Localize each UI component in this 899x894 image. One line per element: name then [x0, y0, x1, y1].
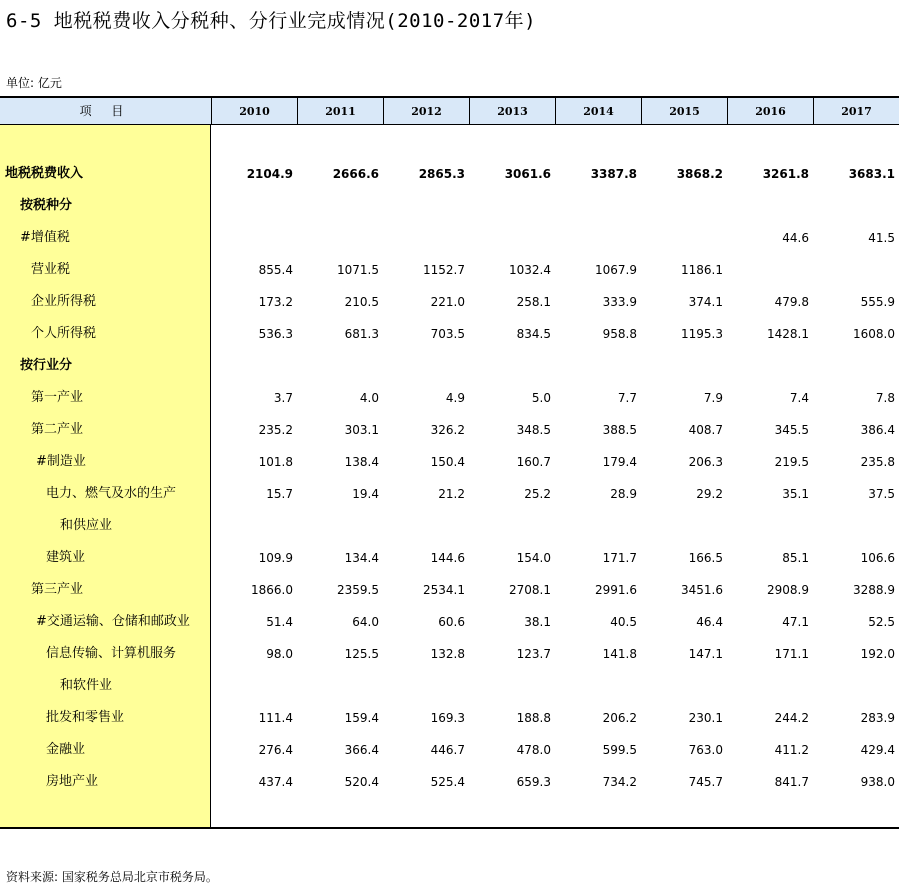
header-year: 2015: [641, 98, 727, 125]
cell-value: [643, 510, 723, 542]
row-label: 营业税: [31, 262, 71, 277]
header-year: 2016: [727, 98, 813, 125]
cell-value: 106.6: [860, 551, 895, 565]
row-label: 个人所得税: [31, 326, 97, 341]
cell-value: 2908.9: [767, 583, 809, 597]
cell-value: [815, 350, 895, 382]
table-row: [0, 574, 899, 606]
cell-value: 3868.2: [676, 167, 723, 181]
cell-value: [385, 222, 465, 254]
cell-value: 283.9: [860, 711, 895, 725]
cell-value: 703.5: [430, 327, 465, 341]
header-year: 2012: [383, 98, 469, 125]
cell-value: 159.4: [344, 711, 379, 725]
cell-value: 258.1: [516, 295, 551, 309]
cell-value: 478.0: [516, 743, 551, 757]
cell-value: 132.8: [430, 647, 465, 661]
cell-value: 15.7: [266, 487, 293, 501]
table-row: [0, 254, 899, 286]
cell-value: 345.5: [774, 423, 809, 437]
cell-value: 659.3: [516, 775, 551, 789]
cell-value: [385, 350, 465, 382]
row-label: 第三产业: [31, 582, 84, 597]
cell-value: 35.1: [782, 487, 809, 501]
row-label: 和软件业: [60, 678, 113, 693]
cell-value: 154.0: [516, 551, 551, 565]
cell-value: 5.0: [531, 391, 551, 405]
cell-value: [729, 254, 809, 286]
cell-value: 221.0: [430, 295, 465, 309]
cell-value: [557, 350, 637, 382]
cell-value: 235.8: [860, 455, 895, 469]
cell-value: 1608.0: [853, 327, 895, 341]
header-item: 项 目: [79, 104, 132, 118]
table-header: [0, 96, 899, 125]
cell-value: 3683.1: [848, 167, 895, 181]
table-row: [0, 158, 899, 190]
cell-value: 244.2: [774, 711, 809, 725]
cell-value: 938.0: [860, 775, 895, 789]
cell-value: [213, 350, 293, 382]
cell-value: 3288.9: [853, 583, 895, 597]
cell-value: [557, 190, 637, 222]
cell-value: 179.4: [602, 455, 637, 469]
row-label: 金融业: [46, 742, 86, 757]
cell-value: 230.1: [688, 711, 723, 725]
cell-value: 1186.1: [681, 263, 723, 277]
table-row: [0, 606, 899, 638]
row-label: #制造业: [36, 454, 86, 469]
cell-value: 958.8: [602, 327, 637, 341]
row-label: 电力、燃气及水的生产: [46, 486, 177, 501]
row-label: 第二产业: [31, 422, 84, 437]
cell-value: 21.2: [438, 487, 465, 501]
row-label: 按行业分: [20, 358, 73, 373]
cell-value: 3261.8: [762, 167, 809, 181]
cell-value: 111.4: [258, 711, 293, 725]
cell-value: 1032.4: [509, 263, 551, 277]
cell-value: [299, 190, 379, 222]
cell-value: 1152.7: [423, 263, 465, 277]
cell-value: 125.5: [344, 647, 379, 661]
cell-value: 536.3: [258, 327, 293, 341]
cell-value: 446.7: [430, 743, 465, 757]
cell-value: [557, 510, 637, 542]
cell-value: 134.4: [344, 551, 379, 565]
cell-value: 408.7: [688, 423, 723, 437]
cell-value: 160.7: [516, 455, 551, 469]
cell-value: [471, 670, 551, 702]
cell-value: [643, 350, 723, 382]
row-label: 房地产业: [46, 774, 99, 789]
cell-value: 188.8: [516, 711, 551, 725]
cell-value: 479.8: [774, 295, 809, 309]
cell-value: [299, 510, 379, 542]
cell-value: 855.4: [258, 263, 293, 277]
cell-value: [815, 254, 895, 286]
header-year: 2010: [211, 98, 297, 125]
cell-value: 1866.0: [251, 583, 293, 597]
cell-value: 206.3: [688, 455, 723, 469]
row-label: 信息传输、计算机服务: [46, 646, 177, 661]
cell-value: 1428.1: [767, 327, 809, 341]
cell-value: 150.4: [430, 455, 465, 469]
cell-value: 46.4: [696, 615, 723, 629]
cell-value: 2534.1: [423, 583, 465, 597]
cell-value: 2865.3: [418, 167, 465, 181]
cell-value: [557, 670, 637, 702]
row-label: #增值税: [20, 230, 70, 245]
cell-value: [643, 190, 723, 222]
cell-value: 37.5: [868, 487, 895, 501]
cell-value: 141.8: [602, 647, 637, 661]
cell-value: 64.0: [352, 615, 379, 629]
row-label: 企业所得税: [31, 294, 97, 309]
cell-value: 192.0: [860, 647, 895, 661]
table-row: [0, 350, 899, 382]
table-row: [0, 446, 899, 478]
row-label: 建筑业: [46, 550, 86, 565]
cell-value: [471, 222, 551, 254]
cell-value: 599.5: [602, 743, 637, 757]
table-row: [0, 190, 899, 222]
cell-value: 374.1: [688, 295, 723, 309]
cell-value: 2104.9: [246, 167, 293, 181]
cell-value: 3451.6: [681, 583, 723, 597]
cell-value: 745.7: [688, 775, 723, 789]
cell-value: 276.4: [258, 743, 293, 757]
table-row: [0, 702, 899, 734]
header-year: 2014: [555, 98, 641, 125]
cell-value: 411.2: [774, 743, 809, 757]
cell-value: 525.4: [430, 775, 465, 789]
cell-value: [213, 190, 293, 222]
table-row: [0, 638, 899, 670]
table-row: [0, 318, 899, 350]
cell-value: 206.2: [602, 711, 637, 725]
header-year: 2013: [469, 98, 555, 125]
cell-value: 555.9: [860, 295, 895, 309]
header-year: 2017: [813, 98, 899, 125]
cell-value: 429.4: [860, 743, 895, 757]
cell-value: 85.1: [782, 551, 809, 565]
cell-value: [471, 350, 551, 382]
table-row: [0, 766, 899, 798]
table-row: [0, 734, 899, 766]
cell-value: 348.5: [516, 423, 551, 437]
cell-value: [643, 222, 723, 254]
table-row: [0, 414, 899, 446]
cell-value: 2708.1: [509, 583, 551, 597]
cell-value: [299, 350, 379, 382]
header-year: 2011: [297, 98, 383, 125]
cell-value: 841.7: [774, 775, 809, 789]
data-table: [0, 96, 899, 830]
cell-value: [213, 510, 293, 542]
cell-value: [729, 190, 809, 222]
row-label: 地税税费收入: [5, 166, 84, 181]
cell-value: 4.0: [359, 391, 379, 405]
cell-value: 1067.9: [595, 263, 637, 277]
cell-value: [557, 222, 637, 254]
source-note: 资料来源: 国家税务总局北京市税务局。: [6, 870, 218, 884]
cell-value: 210.5: [344, 295, 379, 309]
cell-value: 138.4: [344, 455, 379, 469]
cell-value: 2991.6: [595, 583, 637, 597]
cell-value: 3061.6: [504, 167, 551, 181]
unit-label: 单位: 亿元: [6, 76, 62, 90]
row-label: 按税种分: [20, 198, 73, 213]
table-row: [0, 478, 899, 510]
cell-value: 40.5: [610, 615, 637, 629]
page-title: 6-5 地税税费收入分税种、分行业完成情况(2010-2017年): [6, 10, 537, 32]
cell-value: 144.6: [430, 551, 465, 565]
cell-value: 437.4: [258, 775, 293, 789]
cell-value: 235.2: [258, 423, 293, 437]
cell-value: [385, 510, 465, 542]
cell-value: 734.2: [602, 775, 637, 789]
cell-value: 109.9: [258, 551, 293, 565]
row-label: 和供应业: [60, 518, 113, 533]
cell-value: [299, 670, 379, 702]
cell-value: 60.6: [438, 615, 465, 629]
cell-value: 166.5: [688, 551, 723, 565]
cell-value: [643, 670, 723, 702]
cell-value: 171.1: [774, 647, 809, 661]
table-row: [0, 510, 899, 542]
cell-value: 7.4: [789, 391, 809, 405]
cell-value: 44.6: [782, 231, 809, 245]
cell-value: 19.4: [352, 487, 379, 501]
cell-value: [815, 670, 895, 702]
row-label: #交通运输、仓储和邮政业: [36, 614, 190, 629]
cell-value: 326.2: [430, 423, 465, 437]
cell-value: [471, 510, 551, 542]
cell-value: 101.8: [258, 455, 293, 469]
cell-value: [815, 190, 895, 222]
cell-value: 7.9: [703, 391, 723, 405]
cell-value: 681.3: [344, 327, 379, 341]
cell-value: [385, 190, 465, 222]
cell-value: 47.1: [782, 615, 809, 629]
cell-value: 219.5: [774, 455, 809, 469]
cell-value: [729, 350, 809, 382]
table-bottom-rule: [0, 827, 899, 829]
table-row: [0, 222, 899, 254]
cell-value: 173.2: [258, 295, 293, 309]
cell-value: [729, 510, 809, 542]
cell-value: 1071.5: [337, 263, 379, 277]
table-row: [0, 670, 899, 702]
cell-value: [815, 510, 895, 542]
cell-value: [385, 670, 465, 702]
table-row: [0, 286, 899, 318]
cell-value: 171.7: [602, 551, 637, 565]
cell-value: 4.9: [445, 391, 465, 405]
row-label: 第一产业: [31, 390, 84, 405]
cell-value: 763.0: [688, 743, 723, 757]
cell-value: 520.4: [344, 775, 379, 789]
cell-value: [729, 670, 809, 702]
cell-value: 147.1: [688, 647, 723, 661]
cell-value: 25.2: [524, 487, 551, 501]
row-label: 批发和零售业: [46, 710, 125, 725]
cell-value: 2666.6: [332, 167, 379, 181]
cell-value: [299, 222, 379, 254]
cell-value: 29.2: [696, 487, 723, 501]
table-row: [0, 382, 899, 414]
cell-value: 386.4: [860, 423, 895, 437]
cell-value: 1195.3: [681, 327, 723, 341]
cell-value: 52.5: [868, 615, 895, 629]
cell-value: 7.8: [875, 391, 895, 405]
cell-value: 388.5: [602, 423, 637, 437]
table-row: [0, 542, 899, 574]
cell-value: 28.9: [610, 487, 637, 501]
cell-value: 303.1: [344, 423, 379, 437]
cell-value: 333.9: [602, 295, 637, 309]
cell-value: [471, 190, 551, 222]
cell-value: 169.3: [430, 711, 465, 725]
cell-value: 7.7: [617, 391, 637, 405]
cell-value: 2359.5: [337, 583, 379, 597]
cell-value: 41.5: [868, 231, 895, 245]
cell-value: 366.4: [344, 743, 379, 757]
cell-value: 3.7: [273, 391, 293, 405]
cell-value: [213, 670, 293, 702]
cell-value: 98.0: [266, 647, 293, 661]
cell-value: 123.7: [516, 647, 551, 661]
cell-value: 51.4: [266, 615, 293, 629]
cell-value: [213, 222, 293, 254]
cell-value: 834.5: [516, 327, 551, 341]
cell-value: 3387.8: [590, 167, 637, 181]
cell-value: 38.1: [524, 615, 551, 629]
